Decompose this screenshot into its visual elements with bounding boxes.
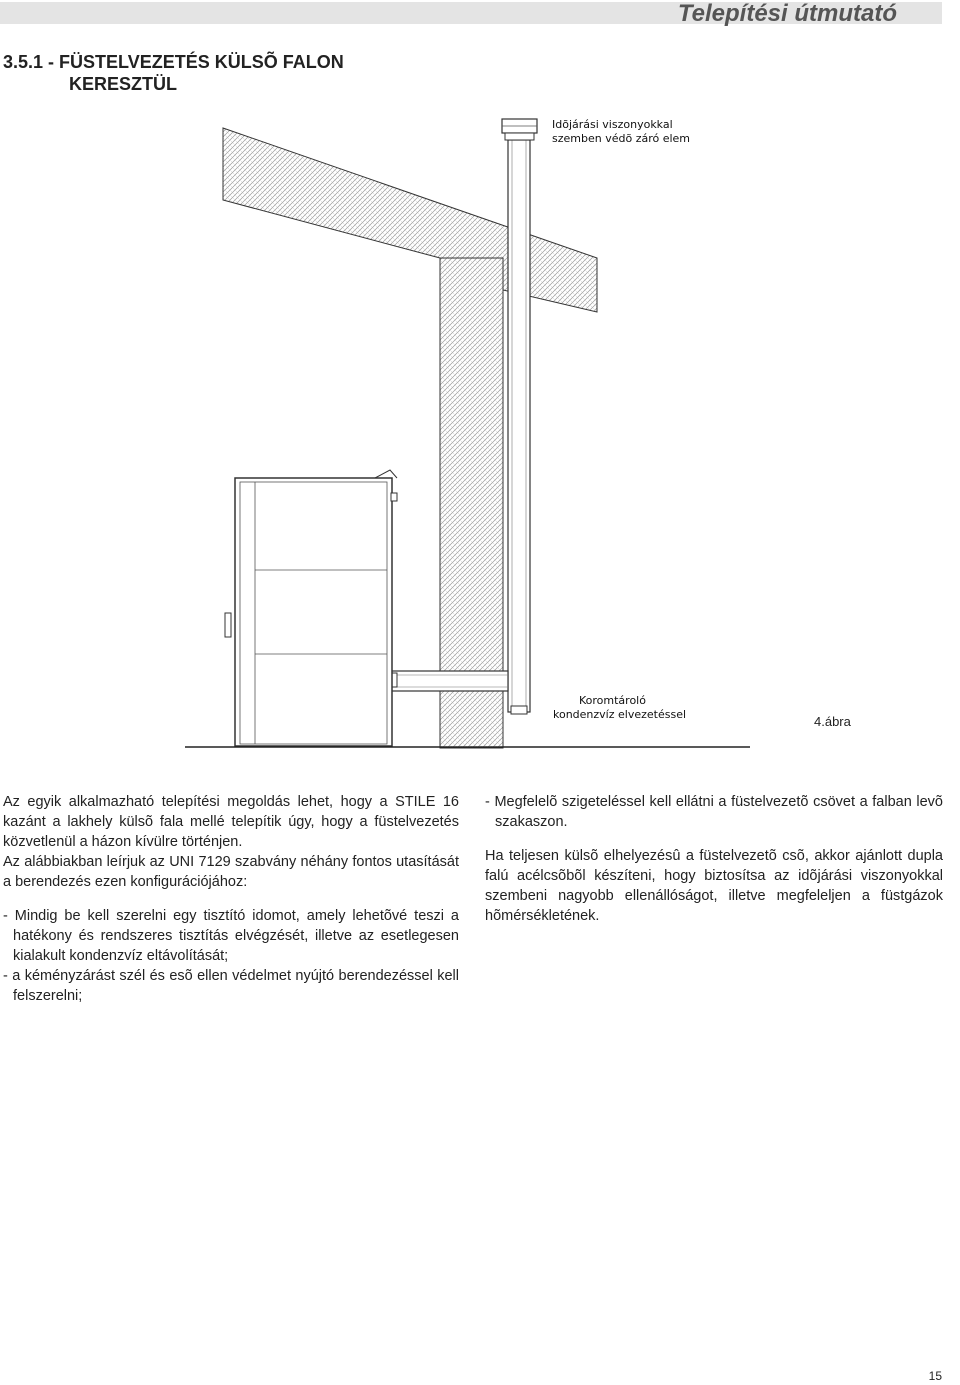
bullet-insulation: - Megfelelõ szigeteléssel kell ellátni a füstelvezetõ csövet a falban levõ szakaszon. [485,794,943,830]
roof [223,128,597,312]
intro-paragraph-1: Az egyik alkalmazható telepítési megoldás lehet, hogy a STILE 16 kazánt a lakhely külsõ fala mellé telepítik úgy, hogy a füstelvezetés közvetlenül a házon kívülre történjen. [3,794,459,850]
label-condensate: Koromtároló kondenzvíz elvezetéssel [553,694,687,721]
header-title: Telepítési útmutató [677,0,897,27]
left-column [3,792,459,1006]
section-title-line1: 3.5.1 - FÜSTELVEZETÉS KÜLSÕ FALON [3,52,344,72]
section-title-line2: KERESZTÜL [69,74,177,94]
page-number: 15 [928,1369,942,1383]
section-title [3,51,344,95]
bullet-cleaning: - Mindig be kell szerelni egy tisztító idomot, amely lehetõvé teszi a hatékony és rendszeres tisztítás elvégzését, illetve az esetlegesen kialakult kondenzvíz eltávolítását; [3,908,459,964]
double-wall-paragraph: Ha teljesen külsõ elhelyezésû a füstelvezetõ csõ, akkor ajánlott dupla falú acélcsõbõl készíteni, hogy biztosítsa az idõjárási viszonyokkal szembeni nagyobb ellenállóságot, illetve megfeleljen a füstgázok hõmérsékletének. [485,848,943,924]
boiler [235,478,392,746]
chimney-pipe [508,140,530,712]
intro-paragraph-2: Az alábbiakban leírjuk az UNI 7129 szabvány néhány fontos utasítását a berendezés ezen konfigurációjához: [3,854,459,890]
label-weather-cap: Idõjárási viszonyokkal szemben védõ záró elem [552,118,691,145]
figure-caption: 4.ábra [814,714,851,729]
header-bar [0,0,942,27]
bullet-chimney-cap: - a kéményzárást szél és esõ ellen védelmet nyújtó berendezéssel kell felszerelni; [3,968,459,1004]
horizontal-flue [391,671,508,691]
installation-diagram [185,110,750,755]
right-column [485,792,943,926]
condensate-collector [511,706,527,714]
installation-figure [185,110,750,755]
